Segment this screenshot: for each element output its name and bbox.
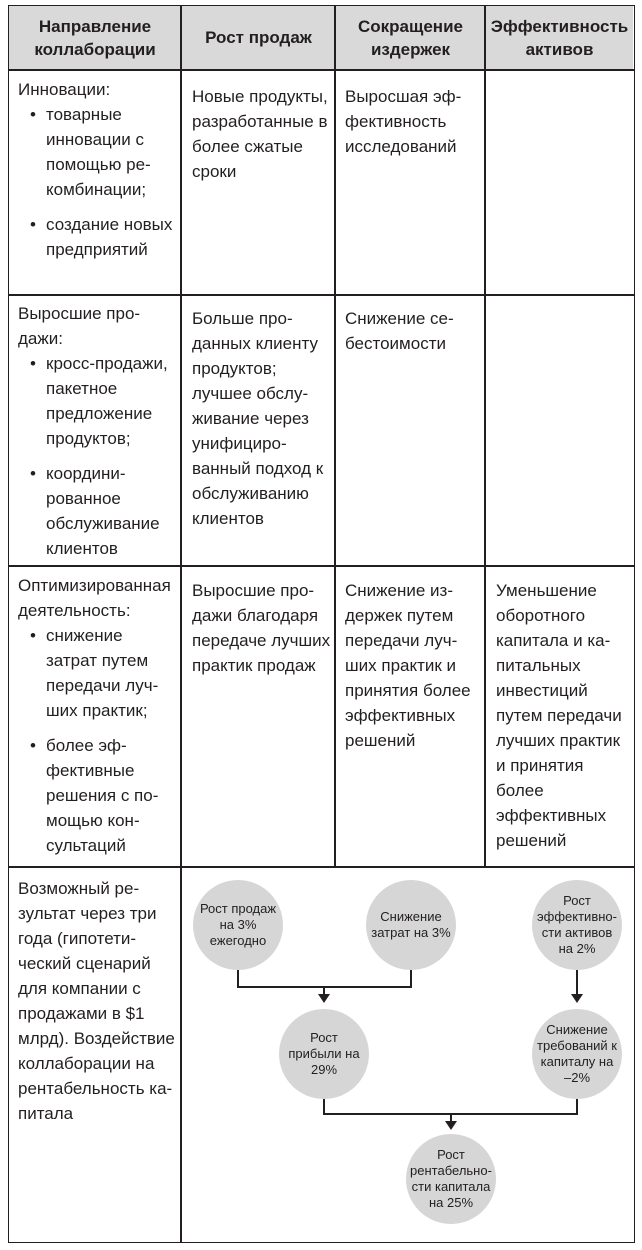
list-item: • создание новых предприятий	[18, 212, 176, 262]
row-innovation-costs: Выросшая эффективность исследований	[345, 87, 462, 156]
list-item: • координированное обслуживание клиентов	[18, 461, 176, 561]
divider	[334, 6, 336, 867]
node-cost-reduction: Снижение затрат на 3%	[366, 880, 456, 970]
direction-list	[18, 351, 176, 561]
connector-line	[410, 970, 412, 987]
row-sales-direction	[18, 301, 176, 561]
node-profit-growth: Рост прибыли на 29%	[279, 1009, 369, 1099]
list-item: • снижение затрат путем передачи лучших практик;	[18, 623, 178, 723]
arrow-down-icon	[571, 994, 583, 1003]
header-direction: Направление коллаборации	[9, 6, 181, 69]
row-sales-sales: Больше проданных клиенту продуктов; лучшее обслуживание через унифицированный подход к обслуживанию клиентов	[192, 309, 324, 528]
header-sales-growth: Рост продаж	[182, 6, 335, 69]
row-ops-direction	[18, 573, 178, 858]
direction-list	[18, 102, 176, 262]
connector-line	[450, 1113, 452, 1121]
result-label: Возможный результат через три года (гипотетический сценарий для компании с продажами в $1 млрд). Воздействие коллаборации на рентабельность капитала	[18, 879, 175, 1123]
arrow-down-icon	[445, 1121, 457, 1130]
row-sales-costs: Снижение себестоимости	[345, 309, 454, 353]
divider	[180, 6, 182, 867]
connector-line	[576, 970, 578, 994]
row-title: Выросшие продажи:	[18, 304, 141, 348]
divider	[9, 565, 634, 567]
collaboration-table	[8, 5, 635, 1243]
node-return-on-capital: Рост рентабельности капитала на 25%	[406, 1134, 496, 1224]
divider	[9, 294, 634, 296]
row-innovation-direction	[18, 77, 176, 262]
node-asset-efficiency: Рост эффективности активов на 2%	[532, 880, 622, 970]
connector-line	[237, 986, 412, 988]
row-title: Оптимизированная деятельность:	[18, 576, 171, 620]
connector-line	[323, 1099, 325, 1114]
direction-list	[18, 623, 178, 858]
row-ops-assets: Уменьшение оборотного капитала и капитальных инвестиций путем передачи лучших практик и принятия более эффективных решений	[496, 581, 622, 850]
row-ops-costs: Снижение издержек путем передачи лучших практик и принятия более эффективных решений	[345, 581, 471, 750]
arrow-down-icon	[318, 994, 330, 1003]
connector-line	[237, 970, 239, 987]
header-cost-reduction: Сокращение издержек	[336, 6, 485, 69]
row-title: Инновации:	[18, 80, 111, 99]
node-capital-requirement: Снижение требований к капиталу на –2%	[532, 1009, 622, 1099]
header-asset-efficiency: Эффективность активов	[486, 6, 633, 69]
row-ops-sales: Выросшие продажи благодаря передаче лучших практик продаж	[192, 581, 331, 675]
list-item: • товарные инновации с помощью рекомбинации;	[18, 102, 176, 202]
divider	[180, 866, 182, 1242]
list-item: • кросс-продажи, пакетное предложение продуктов;	[18, 351, 176, 451]
divider	[484, 6, 486, 867]
divider	[9, 69, 634, 71]
divider	[9, 866, 634, 868]
list-item: • более эффективные решения с помощью консультаций	[18, 733, 178, 858]
connector-line	[576, 1099, 578, 1114]
node-sales-growth: Рост продаж на 3% ежегодно	[193, 880, 283, 970]
connector-line	[323, 986, 325, 994]
row-innovation-sales: Новые продукты, разработанные в более сжатые сроки	[192, 87, 328, 181]
